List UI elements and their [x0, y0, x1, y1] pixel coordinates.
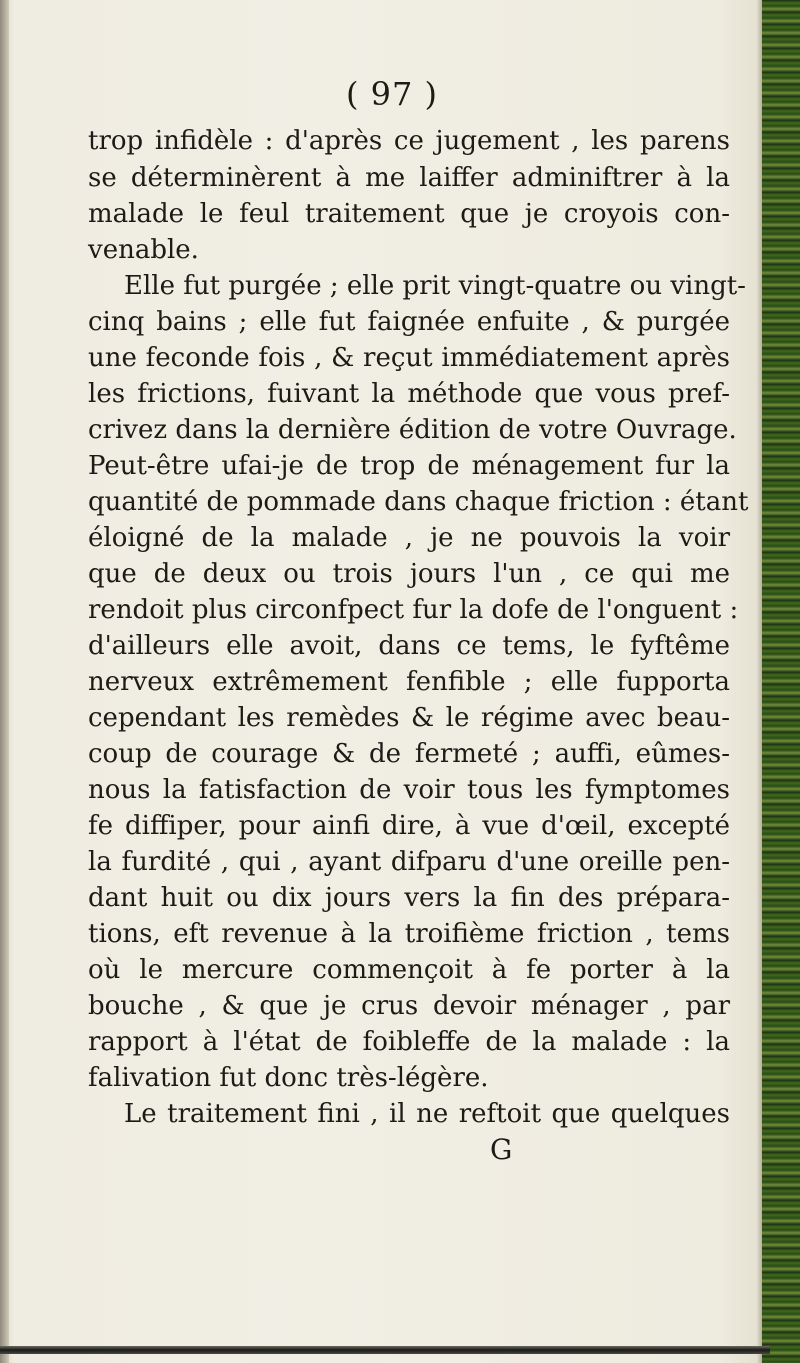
text-line: Elle fut purgée ; elle prit vingt-quatre ou vingt-	[124, 271, 746, 301]
text-line: se déterminèrent à me laiffer adminiftrer à la	[88, 163, 730, 193]
text-line: malade le feul traitement que je croyois con-	[88, 199, 730, 229]
signature-mark: G	[490, 1133, 513, 1166]
text-line: trop infidèle : d'après ce jugement , les parens	[88, 126, 730, 156]
page-number: ( 97 )	[346, 75, 439, 113]
page-left-edge	[0, 0, 9, 1363]
text-line: falivation fut donc très-légère.	[88, 1063, 489, 1093]
text-line: coup de courage & de fermeté ; auffi, eûmes-	[88, 739, 730, 769]
text-line: que de deux ou trois jours l'un , ce qui me	[88, 559, 730, 589]
text-line: la furdité , qui , ayant difparu d'une oreille pen-	[88, 847, 730, 877]
text-line: éloigné de la malade , je ne pouvois la voir	[88, 523, 730, 553]
text-line: fe diffiper, pour ainfi dire, à vue d'œil, excepté	[88, 811, 730, 841]
text-line: Le traitement fini , il ne reftoit que quelques	[124, 1099, 730, 1129]
text-line: une feconde fois , & reçut immédiatement après	[88, 343, 730, 373]
text-line: bouche , & que je crus devoir ménager , par	[88, 991, 730, 1021]
text-line: cinq bains ; elle fut faignée enfuite , & purgée	[88, 307, 730, 337]
text-line: venable.	[88, 235, 199, 265]
text-line: d'ailleurs elle avoit, dans ce tems, le fyftême	[88, 631, 730, 661]
text-line: dant huit ou dix jours vers la fin des prépara-	[88, 883, 730, 913]
text-line: nous la fatisfaction de voir tous les fymptomes	[88, 775, 730, 805]
text-line: cependant les remèdes & le régime avec beau-	[88, 703, 730, 733]
text-line: tions, eft revenue à la troifième friction , tems	[88, 919, 730, 949]
text-line: les frictions, fuivant la méthode que vous pref-	[88, 379, 730, 409]
book-cover-edge	[762, 0, 800, 1363]
text-line: crivez dans la dernière édition de votre Ouvrage.	[88, 415, 737, 445]
text-line: quantité de pommade dans chaque friction : étant	[88, 487, 749, 517]
text-line: où le mercure commençoit à fe porter à la	[88, 955, 730, 985]
text-line: Peut-être ufai-je de trop de ménagement fur la	[88, 451, 730, 481]
text-line: nerveux extrêmement fenfible ; elle fupporta	[88, 667, 730, 697]
text-line: rapport à l'état de foibleffe de la malade : la	[88, 1027, 730, 1057]
page-bottom-edge	[0, 1346, 770, 1354]
text-line: rendoit plus circonfpect fur la dofe de l'onguent :	[88, 595, 739, 625]
